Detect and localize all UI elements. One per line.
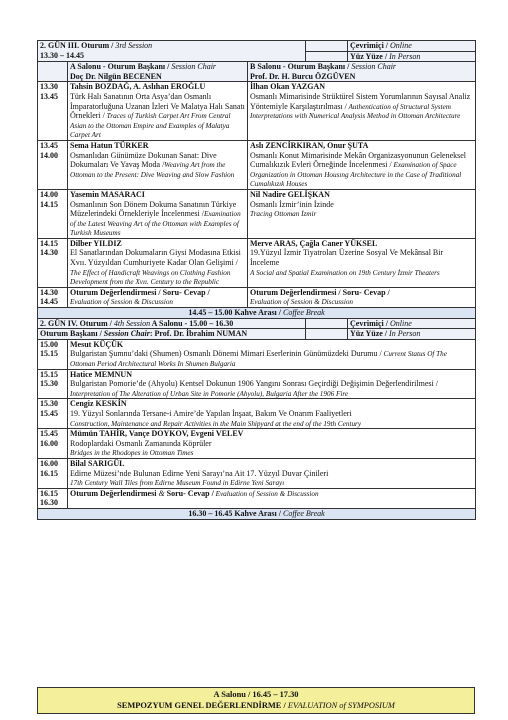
- inperson-label: Yüz Yüze /: [350, 329, 388, 339]
- hall-b-paper: [248, 140, 476, 189]
- paper-title: Osmanlı Konut Mimarisinde Mekân Organizasyonunun Geleneksel Cumalıkızık Evleri Örneğinde İncelenmesi /: [250, 150, 467, 170]
- paper-title: Rodoplardaki Osmanlı Zamanında Köprüler: [70, 438, 212, 448]
- time-end: 16.30: [40, 498, 58, 508]
- time-cell: [38, 369, 68, 399]
- hall-b-paper: [248, 238, 476, 287]
- paper-authors: Dilber YILDIZ: [70, 238, 122, 248]
- paper-title-en: Weaving Art from the Ottoman to the Present: Dive Weaving and Slow Fashion: [70, 161, 235, 179]
- online-label-en: Online: [388, 41, 412, 50]
- session-3-title-en: 3rd Session: [113, 41, 153, 50]
- paper-title-en: Bridges in the Rhodopes in Ottoman Times: [70, 449, 194, 458]
- session-4-header: [38, 319, 476, 340]
- hall-b-paper: [248, 189, 476, 238]
- session-4-title-en: 4th Session: [111, 318, 151, 328]
- session-3-header: [38, 41, 476, 62]
- time-cell: [38, 238, 68, 287]
- table-row: [38, 238, 476, 287]
- time-start: 15.45: [40, 429, 58, 439]
- time-end: 15.30: [40, 379, 58, 389]
- time-cell: [38, 399, 68, 429]
- paper-cell: [68, 369, 476, 399]
- session-4-title: 2. GÜN IV. Oturum /: [40, 318, 112, 328]
- coffee-break-cell: [38, 508, 476, 519]
- time-cell: [38, 140, 68, 189]
- hall-a-paper: [68, 189, 248, 238]
- table-row: [38, 339, 476, 369]
- hall-b-paper: [248, 82, 476, 141]
- paper-authors: Mesut KÜÇÜK: [70, 339, 124, 349]
- paper-cell: [68, 458, 476, 488]
- online-label: Çevrimiçi /: [350, 41, 389, 50]
- evaluation-row: [38, 488, 476, 508]
- paper-title: Osmanlıdan Günümüze Dokunan Sanat: Dive Dokumaları Ve Yavaş Moda /: [70, 150, 217, 170]
- paper-authors: Bilal SARIGÜL: [70, 458, 125, 468]
- coffee-break-row: [38, 308, 476, 319]
- paper-authors: Mümün TAHİR, Vançe DOYKOV, Evgeni VELEV: [70, 429, 244, 439]
- paper-authors: Nil Nadire GELİŞKAN: [250, 189, 330, 199]
- time-start: 16.15: [40, 488, 58, 498]
- paper-cell: [68, 339, 476, 369]
- table-row: [38, 458, 476, 488]
- time-start: 15.30: [40, 399, 58, 409]
- session-3-spacer: [306, 41, 348, 62]
- program-page: [37, 40, 475, 520]
- time-cell: [38, 339, 68, 369]
- time-end: 13.45: [40, 91, 58, 101]
- paper-title-en: Tracing Ottoman İzmir: [250, 210, 317, 219]
- paper-authors: Cengiz KESKİN: [70, 399, 127, 409]
- hall-a-evaluation: [68, 287, 248, 307]
- chair-empty-cell: [38, 62, 68, 82]
- time-cell: [38, 429, 68, 459]
- paper-title-en: Traces of Turkish Carpet Art From Central Asian to the Ottoman Empire and Examples of Malatya Carpet Art: [70, 112, 231, 140]
- coffee-break-label-en: Coffee Break: [281, 308, 325, 318]
- paper-title: 19. Yüzyıl Sonlarında Tersane-i Amire’de Yapılan İnşaat, Bakım Ve Onarım Faaliyetleri: [70, 408, 352, 418]
- time-start: 15.15: [40, 369, 58, 379]
- time-start: 16.00: [40, 458, 58, 468]
- time-start: 14.30: [40, 287, 58, 297]
- online-label: Çevrimiçi /: [350, 318, 388, 328]
- inperson-label-en: In Person: [387, 51, 421, 61]
- session-3-chairs: [38, 62, 476, 82]
- session-3-title: 2. GÜN III. Oturum /: [40, 41, 114, 50]
- evaluation-label: Oturum Değerlendirmesi / Soru- Cevap /: [250, 287, 390, 297]
- evaluation-row: [38, 287, 476, 307]
- paper-authors: Merve ARAS, Çağla Caner YÜKSEL: [250, 238, 378, 248]
- paper-title-en: Examination of Space Organization in Ottoman Housıng Architecture in the Case of Traditional Cumalıkızık Houses: [250, 161, 462, 189]
- paper-cell: [68, 399, 476, 429]
- time-start: 13.45: [40, 140, 58, 150]
- time-start: 15.00: [40, 339, 58, 349]
- session-3-title-cell: [38, 41, 306, 62]
- time-cell: [38, 189, 68, 238]
- session-4-chair: : Prof. Dr. İbrahim NUMAN: [149, 329, 248, 339]
- evaluation-label-en: Evaluation of Session & Discussion: [70, 298, 174, 307]
- coffee-break-label-en: Coffee Break: [280, 508, 325, 518]
- paper-title: Osmanlı Mimarisinde Strüktürel Sistem Yorumlarının Sayısal Analiz Yöntemiyle Karşılaştırılması /: [250, 91, 471, 111]
- hall-b-evaluation: [248, 287, 476, 307]
- paper-title: Bulgaristan Şumnu’daki (Shumen) Osmanlı Dönemi Mimari Eserlerinin Günümüzdeki Durumu /: [70, 349, 382, 359]
- evaluation-label-rest: Soru- Cevap /: [166, 488, 214, 498]
- session-4-hall-time: A Salonu - 15.00 – 16.30: [150, 318, 234, 328]
- hall-b-chair: Prof. Dr. H. Burcu ÖZGÜVEN: [250, 71, 356, 81]
- hall-a-label: A Salonu - Oturum Başkanı /: [70, 62, 170, 72]
- inperson-label: Yüz Yüze /: [350, 51, 388, 61]
- session-3-mode-cell: [348, 41, 476, 62]
- hall-a-paper: [68, 140, 248, 189]
- time-end: 15.15: [40, 349, 58, 359]
- hall-b-label: B Salonu - Oturum Başkanı /: [250, 62, 350, 72]
- time-cell: [38, 287, 68, 307]
- evaluation-label-en: Evaluation of Session & Discussion: [250, 298, 354, 307]
- final-title-en: EVALUATION of SYMPOSIUM: [285, 700, 395, 710]
- time-end: 14.00: [40, 150, 58, 160]
- time-end: 14.30: [40, 248, 58, 258]
- paper-authors: Tahsin BOZDAĞ, A. Aslıhan EROĞLU: [70, 82, 206, 92]
- table-row: [38, 140, 476, 189]
- table-row: [38, 429, 476, 459]
- final-hall-time: A Salonu / 16.45 – 17.30: [213, 690, 299, 699]
- symposium-evaluation-box: [37, 687, 475, 714]
- session-4-mode-cell: [348, 319, 476, 340]
- paper-title-en: Examination of the Latest Weaving Art of the Ottoman with Examples of Turkish Museums: [70, 210, 241, 238]
- coffee-break-row: [38, 508, 476, 519]
- online-label-en: Online: [387, 318, 412, 328]
- coffee-break-cell: [38, 308, 476, 319]
- session-3-table: [37, 40, 476, 319]
- hall-b-chair-cell: [248, 62, 476, 82]
- final-title: SEMPOZYUM GENEL DEĞERLENDİRME /: [117, 700, 286, 710]
- paper-title: Osmanlı İzmir’inin İzinde: [250, 199, 334, 209]
- paper-title-en: A Social and Spatial Examination on 19th Century İzmir Theaters: [250, 268, 440, 277]
- paper-authors: Sema Hatun TÜRKER: [70, 140, 149, 150]
- time-end: 16.15: [40, 468, 58, 478]
- time-end: 15.45: [40, 408, 58, 418]
- session-4-title-cell: [38, 319, 306, 340]
- time-cell: [38, 458, 68, 488]
- hall-a-label-en: Session Chair: [169, 62, 217, 72]
- time-cell: [38, 82, 68, 141]
- session-4-table: [37, 319, 476, 520]
- evaluation-label: Oturum Değerlendirmesi: [70, 488, 157, 498]
- session-4-chair-label: Oturum Başkanı /: [40, 329, 102, 339]
- paper-title-en: Interpretation of The Alteration of Urban Site in Pomorie (Ahyolu), Bulgaria After the 1906 Fire: [70, 389, 349, 398]
- inperson-label-en: In Person: [387, 329, 421, 339]
- paper-title: Türk Halı Sanatının Orta Asya’dan Osmanlı İmparatorluğuna Uzanan İzleri Ve Malatya Halı Sanatı Örnekleri /: [70, 91, 245, 121]
- session-4-spacer: [306, 319, 348, 340]
- hall-a-paper: [68, 238, 248, 287]
- hall-b-label-en: Session Chair: [349, 62, 397, 72]
- hall-a-chair-cell: [68, 62, 248, 82]
- coffee-break-label: 14.45 – 15.00 Kahve Arası /: [188, 308, 281, 318]
- time-cell: [38, 488, 68, 508]
- time-end: 14.15: [40, 199, 58, 209]
- table-row: [38, 189, 476, 238]
- paper-authors: Yasemin MASARACI: [70, 189, 145, 199]
- paper-title: Edirne Müzesi’nde Bulunan Edirne Yeni Sarayı’na Ait 17. Yüzyıl Duvar Çinileri: [70, 468, 329, 478]
- paper-authors: Hatice MEMNUN: [70, 369, 132, 379]
- paper-title-en: 17th Century Wall Tiles from Edirne Museum Found in Edirne Yeni Sarayı: [70, 479, 285, 488]
- paper-title: El Sanatlarından Dokumaların Giysi Modasına Etkisi Xvıı. Yüzyıldan Cumhuriyete Kadar Olan Gelişimi /: [70, 248, 241, 268]
- session-3-time: 13.30 – 14.45: [40, 50, 84, 60]
- time-end: 16.00: [40, 438, 58, 448]
- paper-authors: Aslı ZENCİRKIRAN, Onur ŞUTA: [250, 140, 369, 150]
- paper-title: Osmanlının Son Dönem Dokuma Sanatının Türkiye Müzelerindeki Örnekleriyle İncelenmesi /: [70, 199, 237, 219]
- table-row: [38, 399, 476, 429]
- table-row: [38, 82, 476, 141]
- table-row: [38, 369, 476, 399]
- time-start: 13.30: [40, 82, 58, 92]
- paper-title: Bulgaristan Pomorie’de (Ahyolu) Kentsel Dokunun 1906 Yangını Sonrası Geçirdiği Değişimin Değerlendirilmesi /: [70, 379, 438, 389]
- coffee-break-label: 16.30 – 16.45 Kahve Arası /: [188, 508, 281, 518]
- paper-title: 19.Yüzyıl İzmir Tiyatroları Üzerine Sosyal Ve Mekânsal Bir İnceleme: [250, 248, 444, 268]
- evaluation-amp: &: [156, 488, 167, 498]
- paper-title-en: Authentication of Structural System Interpretations with Numerical Analysis Method in Ottoman Architecture: [250, 102, 461, 121]
- paper-title-en: Construction, Maintenance and Repair Activities in the Main Shipyard at the end of the 19th Century: [70, 419, 362, 428]
- paper-authors: İlhan Okan YAZGAN: [250, 82, 325, 92]
- hall-a-chair: Doç Dr. Nilgün BECENEN: [70, 71, 162, 81]
- evaluation-label: Oturum Değerlendirmesi / Soru- Cevap /: [70, 287, 210, 297]
- paper-title-en: Current Status Of The Ottoman Period Architectural Works In Shumen Bulgaria: [70, 350, 447, 368]
- time-end: 14.45: [40, 297, 58, 307]
- paper-title-en: The Effect of Handicraft Weavings on Clothing Fashion Development from the Xvıı. Century to the Republic: [70, 268, 231, 287]
- evaluation-label-en: Evaluation of Session & Discussion: [213, 489, 319, 498]
- hall-a-paper: [68, 82, 248, 141]
- paper-cell: [68, 429, 476, 459]
- evaluation-cell: [68, 488, 476, 508]
- time-start: 14.00: [40, 189, 58, 199]
- session-4-chair-label-en: Session Chair: [101, 329, 150, 339]
- time-start: 14.15: [40, 238, 58, 248]
